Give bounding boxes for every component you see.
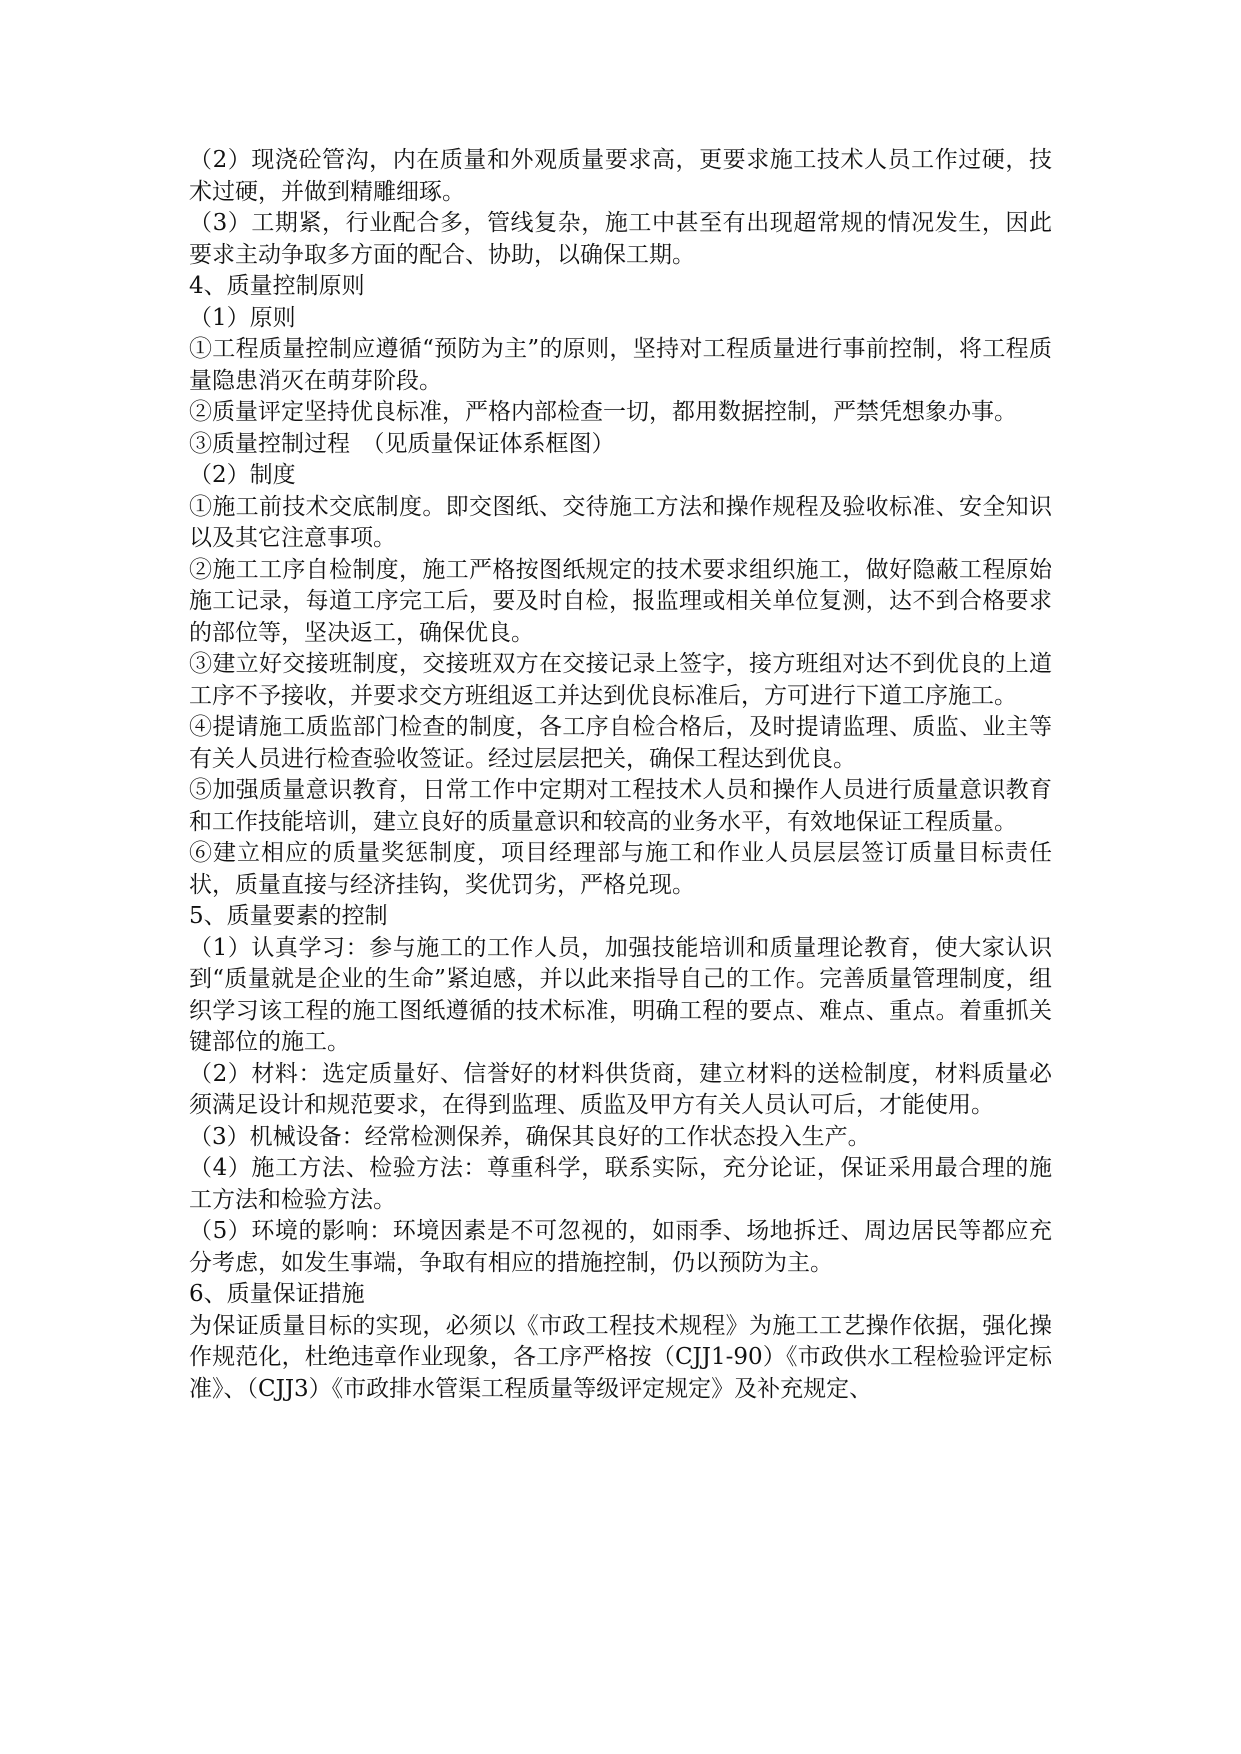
subsection-heading: （2）制度 (189, 462, 296, 488)
paragraph: （5）环境的影响：环境因素是不可忽视的，如雨季、场地拆迁、周边居民等都应充分考虑，如发生事端，争取有相应的措施控制，仍以预防为主。 (189, 1218, 1052, 1276)
document-body (189, 145, 1052, 1405)
paragraph: （2）现浇砼管沟，内在质量和外观质量要求高，更要求施工技术人员工作过硬，技术过硬，并做到精雕细琢。 (189, 147, 1052, 205)
paragraph: （3）工期紧，行业配合多，管线复杂，施工中甚至有出现超常规的情况发生，因此要求主动争取多方面的配合、协助，以确保工期。 (189, 210, 1052, 268)
paragraph: ①工程质量控制应遵循“预防为主”的原则，坚持对工程质量进行事前控制，将工程质量隐患消灭在萌芽阶段。 (189, 336, 1052, 394)
paragraph: 为保证质量目标的实现，必须以《市政工程技术规程》为施工工艺操作依据，强化操作规范化，杜绝违章作业现象，各工序严格按（CJJ1-90）《市政供水工程检验评定标准》、（CJJ3）《市政排水管渠工程质量等级评定规定》及补充规定、 (189, 1312, 1052, 1402)
section-heading: 4、质量控制原则 (189, 273, 365, 299)
paragraph: （4）施工方法、检验方法：尊重科学，联系实际，充分论证，保证采用最合理的施工方法和检验方法。 (189, 1155, 1052, 1213)
section-heading: 5、质量要素的控制 (189, 903, 388, 929)
paragraph: ④提请施工质监部门检查的制度，各工序自检合格后，及时提请监理、质监、业主等有关人员进行检查验收签证。经过层层把关，确保工程达到优良。 (189, 714, 1052, 772)
paragraph: ③建立好交接班制度，交接班双方在交接记录上签字，接方班组对达不到优良的上道工序不予接收，并要求交方班组返工并达到优良标准后，方可进行下道工序施工。 (189, 651, 1052, 709)
paragraph: ①施工前技术交底制度。即交图纸、交待施工方法和操作规程及验收标准、安全知识以及其它注意事项。 (189, 493, 1052, 551)
paragraph: （1）认真学习：参与施工的工作人员，加强技能培训和质量理论教育，使大家认识到“质量就是企业的生命”紧迫感，并以此来指导自己的工作。完善质量管理制度，组织学习该工程的施工图纸遵循的技术标准，明确工程的要点、难点、重点。着重抓关键部位的施工。 (189, 934, 1052, 1055)
subsection-heading: （1）原则 (189, 304, 296, 331)
paragraph: ⑤加强质量意识教育，日常工作中定期对工程技术人员和操作人员进行质量意识教育和工作技能培训，建立良好的质量意识和较高的业务水平，有效地保证工程质量。 (189, 777, 1052, 835)
paragraph: ⑥建立相应的质量奖惩制度，项目经理部与施工和作业人员层层签订质量目标责任状，质量直接与经济挂钩，奖优罚劣，严格兑现。 (189, 840, 1052, 898)
paragraph: （3）机械设备：经常检测保养，确保其良好的工作状态投入生产。 (189, 1123, 871, 1150)
section-heading: 6、质量保证措施 (189, 1281, 365, 1307)
paragraph: ③质量控制过程 （见质量保证体系框图） (189, 430, 615, 457)
paragraph: ②质量评定坚持优良标准，严格内部检查一切，都用数据控制，严禁凭想象办事。 (189, 399, 1017, 425)
paragraph: （2）材料：选定质量好、信誉好的材料供货商，建立材料的送检制度，材料质量必须满足设计和规范要求，在得到监理、质监及甲方有关人员认可后，才能使用。 (189, 1060, 1052, 1118)
paragraph: ②施工工序自检制度，施工严格按图纸规定的技术要求组织施工，做好隐蔽工程原始施工记录，每道工序完工后，要及时自检，报监理或相关单位复测，达不到合格要求的部位等，坚决返工，确保优良。 (189, 556, 1052, 646)
